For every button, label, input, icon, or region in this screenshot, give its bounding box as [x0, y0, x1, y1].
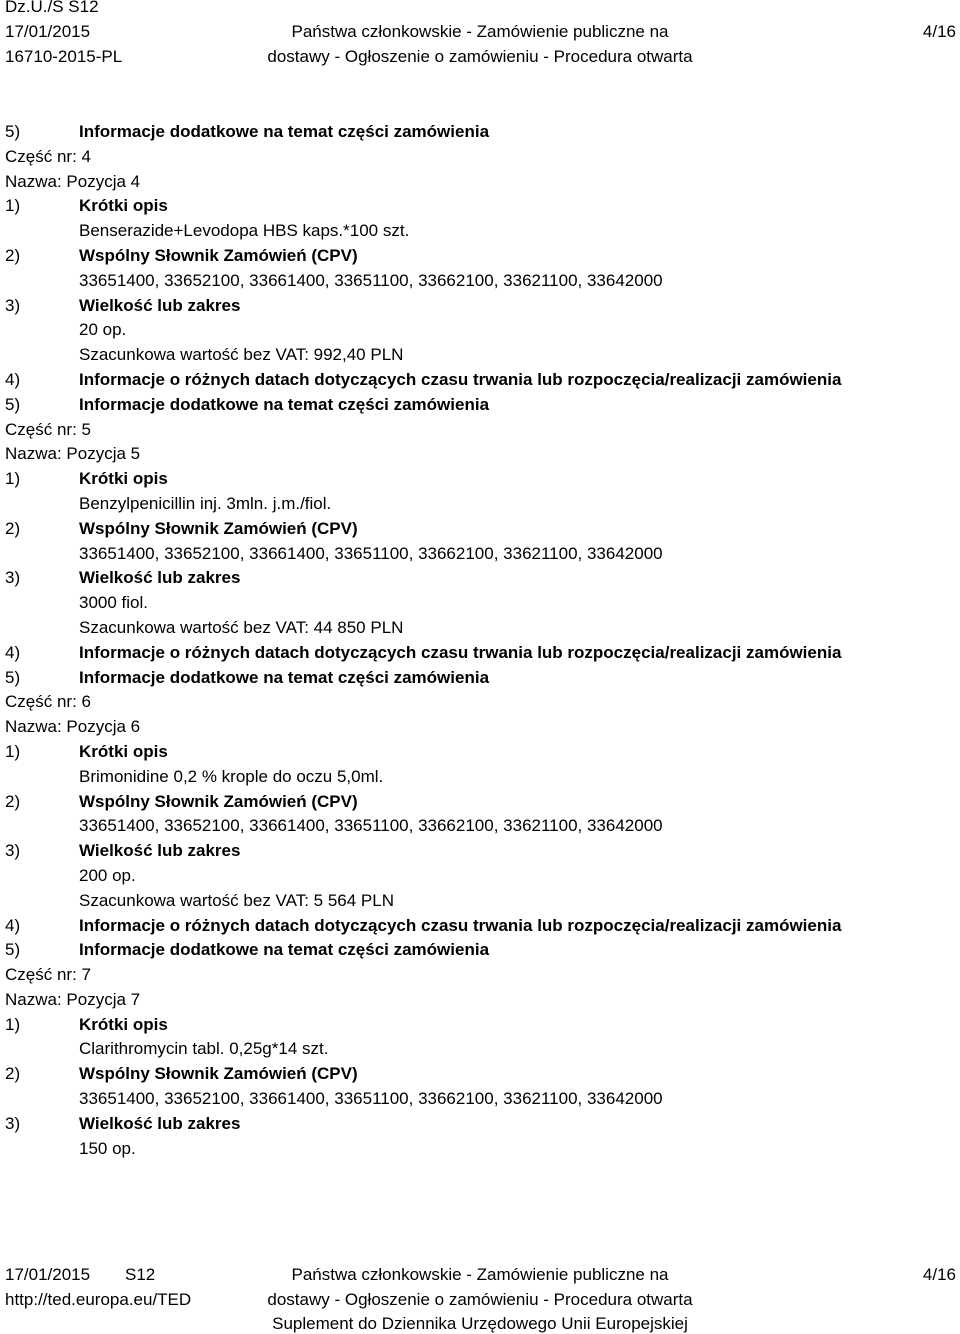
- footer-title-line3: Suplement do Dziennika Urzędowego Unii Europejskiej: [272, 1314, 688, 1333]
- header-title-line2: dostawy - Ogłoszenie o zamówieniu - Procedura otwarta: [267, 47, 693, 66]
- part-number: Część nr: 5: [5, 419, 91, 439]
- part-name: Nazwa: Pozycja 6: [5, 717, 141, 737]
- footer-title-line2: dostawy - Ogłoszenie o zamówieniu - Procedura otwarta: [267, 1290, 693, 1309]
- cpv-codes: 33651400, 33652100, 33661400, 33651100, 33662100, 33621100, 33642000: [79, 543, 663, 563]
- part-value: Szacunkowa wartość bez VAT: 992,40 PLN: [79, 345, 404, 365]
- section-short-desc: 1) Krótki opis: [5, 469, 168, 489]
- section-additional-info: 5) Informacje dodatkowe na temat części zamówienia: [5, 394, 490, 414]
- part-quantity: 150 op.: [79, 1138, 136, 1158]
- section-additional-info: 5) Informacje dodatkowe na temat części zamówienia: [5, 122, 490, 141]
- footer-page-number: 4/16: [922, 1265, 956, 1284]
- section-cpv: 2) Wspólny Słownik Zamówień (CPV): [5, 245, 358, 265]
- section-cpv: 2) Wspólny Słownik Zamówień (CPV): [5, 791, 358, 811]
- section-dates: 4) Informacje o różnych datach dotyczących czasu trwania lub rozpoczęcia/realizacji zamówienia: [5, 915, 842, 935]
- part-name: Nazwa: Pozycja 5: [5, 444, 141, 464]
- footer-title-line1: Państwa członkowskie - Zamówienie publiczne na: [291, 1265, 669, 1284]
- cpv-codes: 33651400, 33652100, 33661400, 33651100, 33662100, 33621100, 33642000: [79, 1089, 663, 1109]
- part-description: Clarithromycin tabl. 0,25g*14 szt.: [79, 1039, 329, 1059]
- section-short-desc: 1) Krótki opis: [5, 1014, 168, 1034]
- part-name: Nazwa: Pozycja 7: [5, 989, 141, 1009]
- section-scope: 3) Wielkość lub zakres: [5, 568, 241, 588]
- section-short-desc: 1) Krótki opis: [5, 741, 168, 761]
- part-number: Część nr: 6: [5, 692, 91, 712]
- section-scope: 3) Wielkość lub zakres: [5, 841, 241, 861]
- journal-ref: Dz.U./S S12: [5, 0, 99, 16]
- part-quantity: 200 op.: [79, 865, 136, 885]
- part-description: Benzylpenicillin inj. 3mln. j.m./fiol.: [79, 493, 332, 513]
- part-description: Brimonidine 0,2 % krople do oczu 5,0ml.: [79, 766, 384, 786]
- part-description: Benserazide+Levodopa HBS kaps.*100 szt.: [79, 221, 410, 241]
- part-quantity: 3000 fiol.: [79, 593, 148, 613]
- section-additional-info: 5) Informacje dodatkowe na temat części zamówienia: [5, 667, 490, 687]
- section-scope: 3) Wielkość lub zakres: [5, 1113, 241, 1133]
- cpv-codes: 33651400, 33652100, 33661400, 33651100, 33662100, 33621100, 33642000: [79, 816, 663, 836]
- header-date: 17/01/2015: [5, 22, 91, 41]
- footer-url[interactable]: http://ted.europa.eu/TED: [5, 1290, 192, 1309]
- footer-series: S12: [125, 1265, 156, 1284]
- document-body: [0, 120, 960, 1161]
- part-number: Część nr: 7: [5, 965, 91, 985]
- part-name: Nazwa: Pozycja 4: [5, 171, 141, 191]
- section-scope: 3) Wielkość lub zakres: [5, 295, 241, 315]
- section-dates: 4) Informacje o różnych datach dotyczących czasu trwania lub rozpoczęcia/realizacji zamówienia: [5, 369, 842, 389]
- section-cpv: 2) Wspólny Słownik Zamówień (CPV): [5, 518, 358, 538]
- section-additional-info: 5) Informacje dodatkowe na temat części zamówienia: [5, 940, 490, 960]
- section-cpv: 2) Wspólny Słownik Zamówień (CPV): [5, 1064, 358, 1084]
- part-quantity: 20 op.: [79, 320, 127, 340]
- part-value: Szacunkowa wartość bez VAT: 5 564 PLN: [79, 890, 394, 910]
- header-page-number: 4/16: [922, 22, 956, 41]
- section-short-desc: 1) Krótki opis: [5, 196, 168, 216]
- footer-date: 17/01/2015: [5, 1265, 91, 1284]
- header-title-line1: Państwa członkowskie - Zamówienie publiczne na: [291, 22, 669, 41]
- doc-id: 16710-2015-PL: [5, 47, 123, 66]
- part-value: Szacunkowa wartość bez VAT: 44 850 PLN: [79, 617, 404, 637]
- cpv-codes: 33651400, 33652100, 33661400, 33651100, 33662100, 33621100, 33642000: [79, 270, 663, 290]
- part-number: Część nr: 4: [5, 146, 91, 166]
- section-dates: 4) Informacje o różnych datach dotyczących czasu trwania lub rozpoczęcia/realizacji zamówienia: [5, 642, 842, 662]
